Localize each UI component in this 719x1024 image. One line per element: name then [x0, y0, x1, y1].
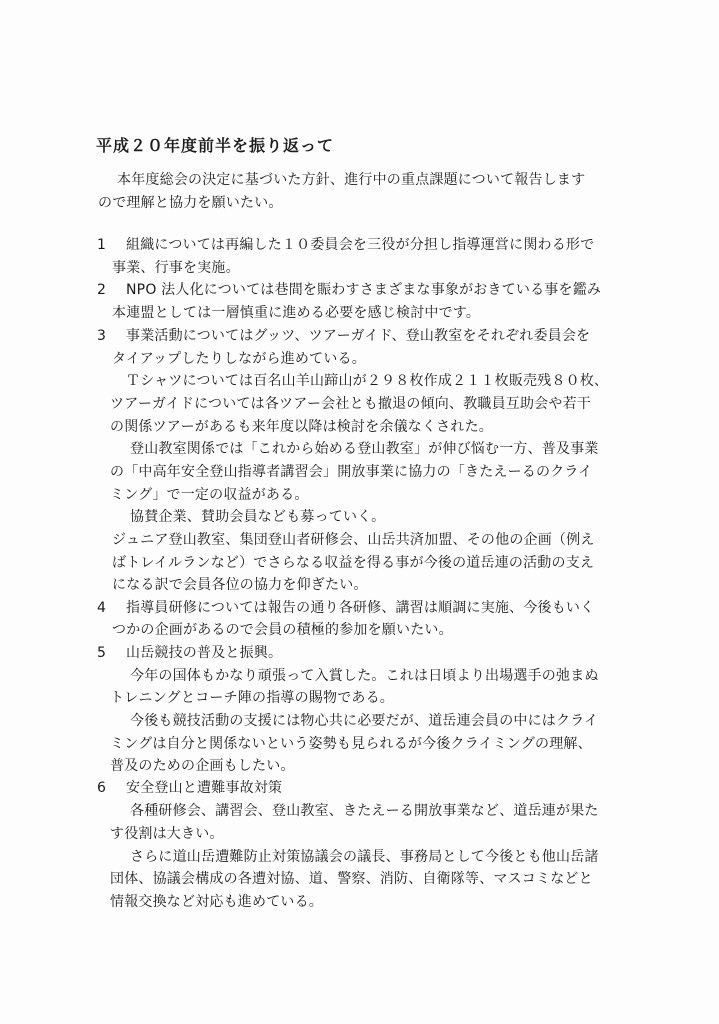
- section-line: 組織については再編した１０委員会を三役が分担し指導運営に関わる形で: [126, 237, 595, 253]
- section-line: 本連盟としては一層慎重に進める必要を感じ検討中です。: [112, 305, 481, 321]
- document-title: 平成２０年度前半を振り返って: [96, 136, 335, 155]
- section-line: 協賛企業、賛助会員なども募っていく。: [130, 509, 386, 525]
- section-number: 5: [97, 645, 106, 661]
- section-line: の「中高年安全登山指導者講習会」開放事業に協力の「きたえーるのクライ: [110, 464, 593, 480]
- section-number: 2: [97, 282, 106, 298]
- section-number: 3: [97, 328, 106, 344]
- section-line: 団体、協議会構成の各遭対協、道、警察、消防、自衛隊等、マスコミなどと: [110, 871, 593, 887]
- section-number: 1: [97, 237, 106, 253]
- section-line: 山岳競技の普及と振興。: [126, 645, 283, 661]
- section-line: 安全登山と遭難事故対策: [126, 780, 283, 796]
- section-line: NPO 法人化については巷間を賑わすさまざまな事象がおきている事を鑑み: [126, 282, 602, 298]
- section-line: つかの企画があるので会員の積極的参加を願いたい。: [112, 622, 453, 638]
- section-line: になる訳で会員各位の協力を仰ぎたい。: [112, 577, 368, 593]
- section-line: Ｔシャツについては百名山羊山蹄山が２９８枚作成２１１枚販売残８０枚、: [126, 373, 609, 389]
- section-line: さらに道山岳遭難防止対策協議会の議長、事務局として今後とも他山岳諸: [130, 849, 599, 865]
- section-line: 情報交換など対応も進めている。: [110, 894, 323, 910]
- section-line: ばトレイルランなど）でさらなる収益を得る事が今後の道岳連の活動の支え: [112, 555, 595, 571]
- section-line: 今後も競技活動の支援には物心共に必要だが、道岳連会員の中にはクライ: [130, 713, 599, 729]
- section-line: ツアーガイドについては各ツアー会社とも撤退の傾向、教職員互助会や若干: [110, 396, 591, 412]
- section-line: の関係ツアーがあるも来年度以降は検討を余儀なくされた。: [110, 419, 493, 435]
- section-number: 4: [97, 600, 106, 616]
- section-line: ミングは自分と関係ないという姿勢も見られるが今後クライミングの理解、: [110, 736, 592, 752]
- section-line: 普及のための企画もしたい。: [110, 758, 295, 774]
- section-number: 6: [97, 780, 106, 796]
- section-line: ジュニア登山教室、集団登山者研修会、山岳共済加盟、その他の企画（例え: [112, 532, 595, 548]
- section-line: 事業活動についてはグッツ、ツアーガイド、登山教室をそれぞれ委員会を: [126, 328, 591, 344]
- section-line: す役割は大きい。: [110, 826, 224, 842]
- intro-line: 本年度総会の決定に基づいた方針、進行中の重点課題について報告します: [117, 172, 586, 188]
- section-line: 各種研修会、講習会、登山教室、きたえーる開放事業など、道岳連が果た: [130, 803, 599, 819]
- section-line: 指導員研修については報告の通り各研修、講習は順調に実施、今後もいく: [126, 600, 595, 616]
- intro-line: ので理解と協力を願いたい。: [98, 195, 283, 211]
- section-line: ミング」で一定の収益がある。: [110, 487, 309, 503]
- section-line: タイアップしたりしながら進めている。: [112, 351, 366, 367]
- section-line: 事業、行事を実施。: [112, 260, 240, 276]
- section-line: 登山教室関係では「これから始める登山教室」が伸び悩む一方、普及事業: [130, 441, 599, 457]
- section-line: 今年の国体もかなり頑張って入賞した。これは日頃より出場選手の弛まぬ: [130, 668, 599, 684]
- section-line: トレニングとコーチ陣の指導の賜物である。: [110, 690, 394, 706]
